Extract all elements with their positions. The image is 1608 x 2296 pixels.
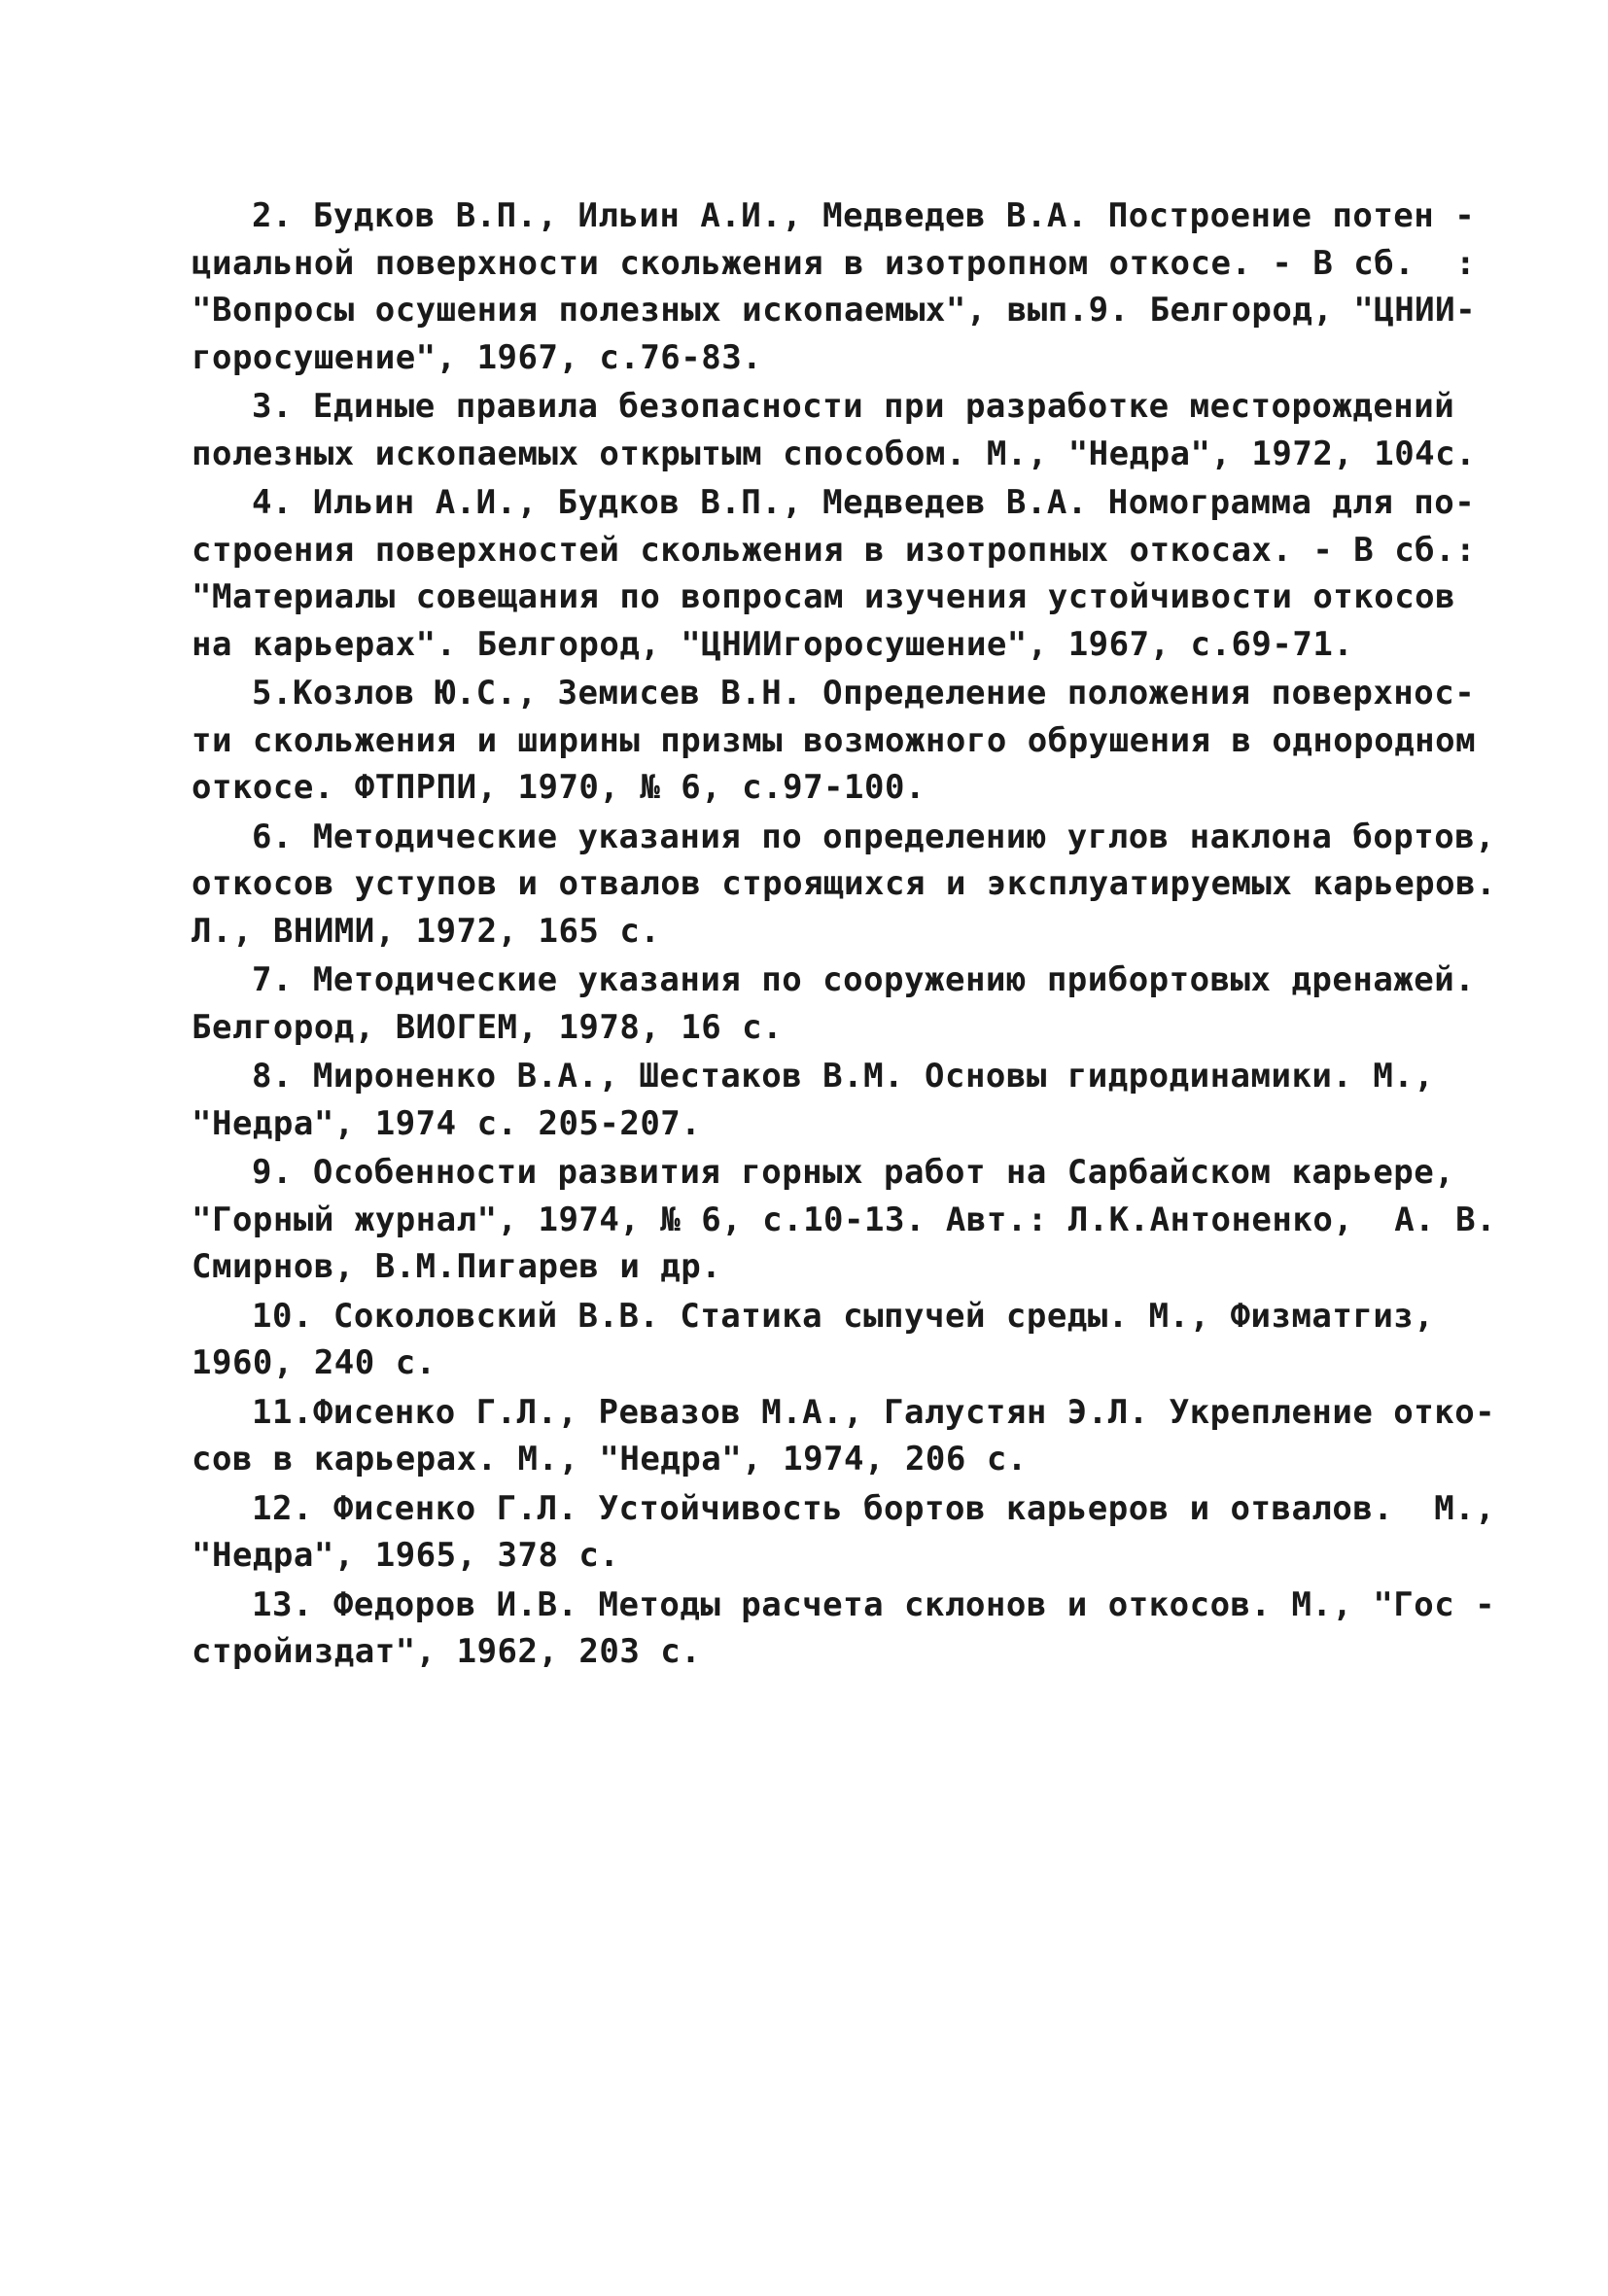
reference-line: 8. Мироненко В.А., Шестаков В.М. Основы гидродинамики. М., xyxy=(252,1057,1435,1096)
reference-line: "Горный журнал", 1974, № 6, с.10-13. Авт.: Л.К.Антоненко, А. В. xyxy=(192,1200,1497,1239)
reference-item xyxy=(192,1485,1496,1580)
reference-line: 9. Особенности развития горных работ на Сарбайском карьере, xyxy=(252,1153,1455,1192)
reference-line: циальной поверхности скольжения в изотропном откосе. - В сб. : xyxy=(192,243,1477,283)
reference-line: 6. Методические указания по определению углов наклона бортов, xyxy=(252,817,1496,856)
reference-line: 1960, 240 с. xyxy=(192,1343,437,1382)
reference-line: 7. Методические указания по сооружению прибортовых дренажей. xyxy=(252,960,1476,999)
reference-line: откосе. ФТПРПИ, 1970, № 6, с.97-100. xyxy=(192,768,926,807)
reference-item xyxy=(192,814,1497,956)
reference-line: "Материалы совещания по вопросам изучения устойчивости откосов xyxy=(192,577,1456,616)
reference-item xyxy=(192,1149,1497,1291)
reference-line: Смирнов, В.М.Пигарев и др. xyxy=(192,1247,722,1286)
reference-item xyxy=(192,383,1477,477)
reference-item xyxy=(192,957,1476,1051)
reference-line: 2. Будков В.П., Ильин А.И., Медведев В.А. Построение потен - xyxy=(252,196,1476,235)
reference-item xyxy=(192,479,1477,668)
reference-line: Л., ВНИМИ, 1972, 165 с. xyxy=(192,911,661,951)
reference-line: Белгород, ВИОГЕМ, 1978, 16 с. xyxy=(192,1007,784,1047)
reference-line: строения поверхностей скольжения в изотропных откосах. - В сб.: xyxy=(192,530,1477,570)
reference-item xyxy=(192,1053,1446,1147)
reference-line: 11.Фисенко Г.Л., Ревазов М.А., Галустян Э.Л. Укрепление отко- xyxy=(252,1392,1496,1432)
reference-line: "Вопросы осушения полезных ископаемых", вып.9. Белгород, "ЦНИИ- xyxy=(192,291,1477,330)
reference-line: сов в карьерах. М., "Недра", 1974, 206 с. xyxy=(192,1440,1028,1478)
reference-line: стройиздат", 1962, 203 с. xyxy=(192,1632,702,1671)
reference-line: "Недра", 1965, 378 с. xyxy=(192,1536,620,1575)
reference-line: 13. Федоров И.В. Методы расчета склонов и откосов. М., "Гос - xyxy=(252,1584,1496,1624)
reference-line: откосов уступов и отвалов строящихся и эксплуатируемых карьеров. xyxy=(192,864,1497,903)
reference-line: 4. Ильин А.И., Будков В.П., Медведев В.А. Номограмма для по- xyxy=(252,483,1476,522)
reference-line: горосушение", 1967, с.76-83. xyxy=(192,337,763,377)
reference-line: 3. Единые правила безопасности при разработке месторождений xyxy=(252,387,1455,426)
reference-item xyxy=(192,192,1477,381)
reference-line: 10. Соколовский В.В. Статика сыпучей среды. М., Физматгиз, xyxy=(252,1296,1435,1336)
reference-line: полезных ископаемых открытым способом. М., "Недра", 1972, 104с. xyxy=(192,434,1477,473)
reference-line: на карьерах". Белгород, "ЦНИИгоросушение", 1967, с.69-71. xyxy=(192,624,1354,664)
reference-item xyxy=(192,1389,1496,1483)
reference-line: ти скольжения и ширины призмы возможного обрушения в однородном xyxy=(192,720,1477,760)
reference-item xyxy=(192,1582,1496,1676)
reference-item xyxy=(192,1293,1446,1387)
reference-list xyxy=(192,192,1497,1678)
reference-item xyxy=(192,670,1477,812)
reference-line: "Недра", 1974 с. 205-207. xyxy=(192,1103,702,1143)
reference-line: 12. Фисенко Г.Л. Устойчивость бортов карьеров и отвалов. М., xyxy=(252,1488,1496,1528)
reference-line: 5.Козлов Ю.С., Земисев В.Н. Определение положения поверхнос- xyxy=(252,674,1476,713)
